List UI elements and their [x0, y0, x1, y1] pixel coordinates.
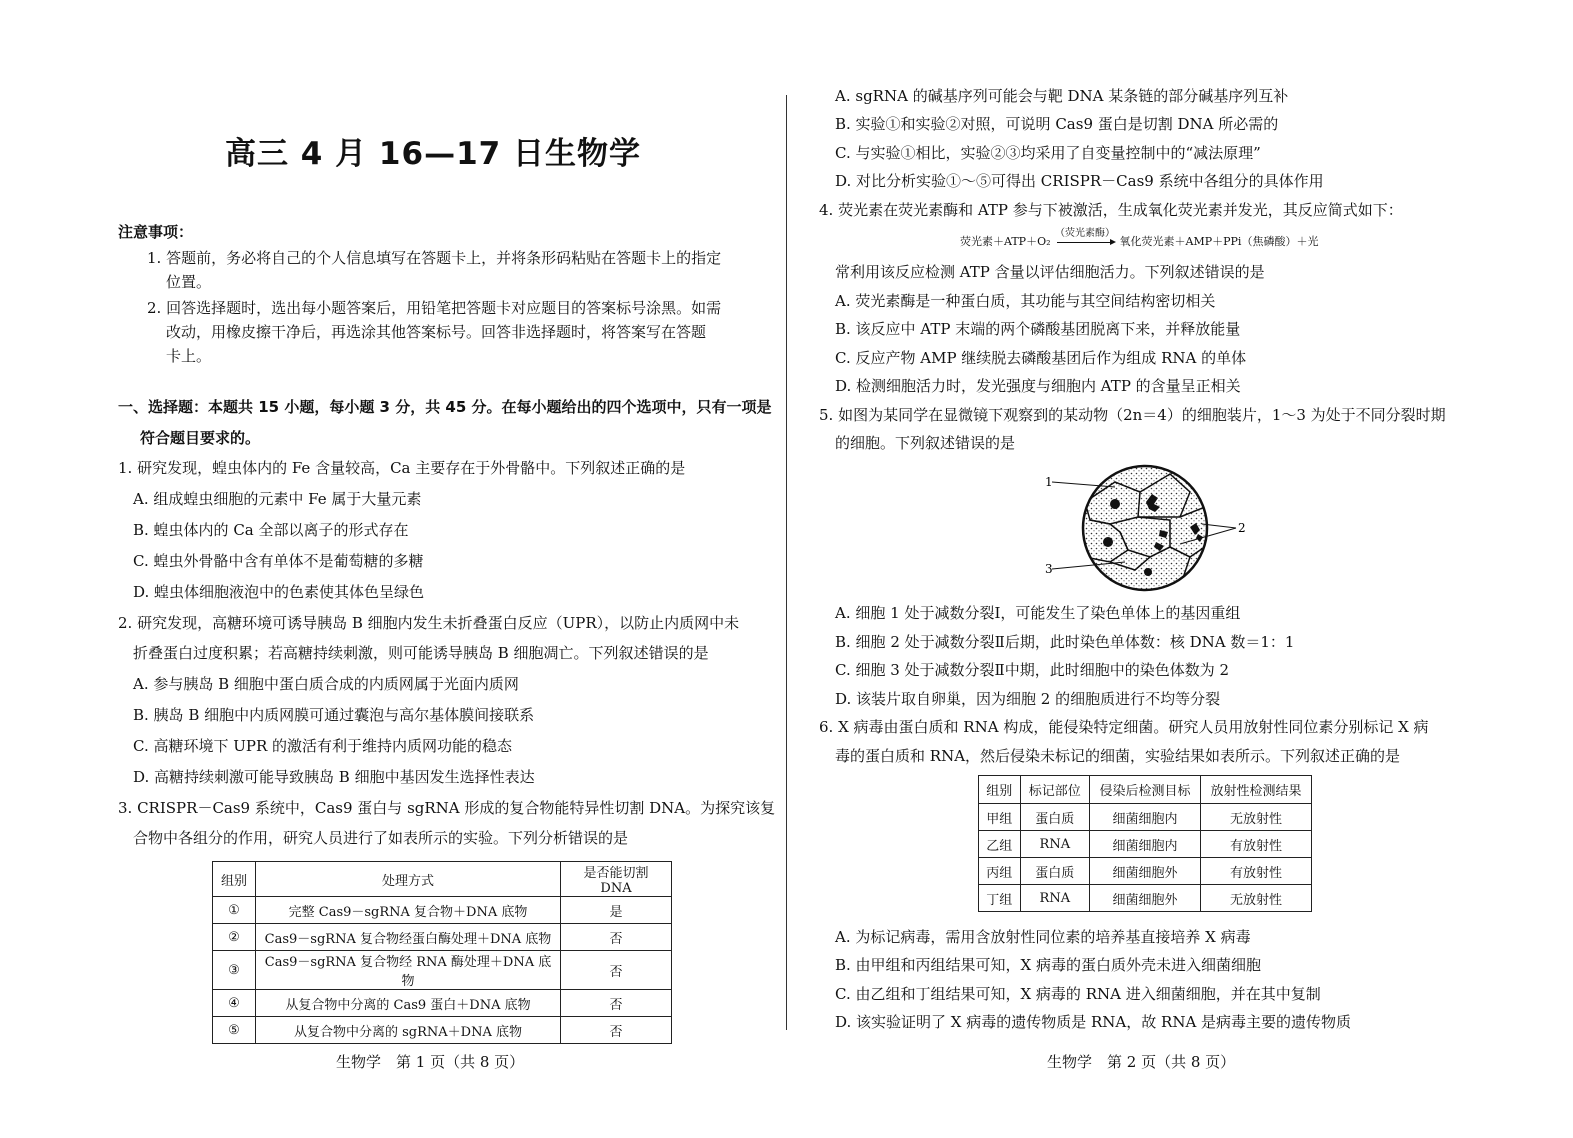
- table-cell: 是: [561, 897, 672, 924]
- table-cell: 有放射性: [1200, 831, 1311, 858]
- table-row: [979, 804, 1312, 831]
- cell-nucleus: [1110, 499, 1120, 509]
- q2-option-c: C. 高糖环境下 UPR 的激活有利于维持内质网功能的稳态: [133, 737, 513, 755]
- q1-option-b: B. 蝗虫体内的 Ca 全部以离子的形式存在: [133, 521, 409, 539]
- q3-stem-cont: 合物中各组分的作用，研究人员进行了如表所示的实验。下列分析错误的是: [133, 829, 629, 847]
- page-footer-left: 生物学 第 1 页（共 8 页）: [336, 1053, 525, 1071]
- figure-label-2: 2: [1238, 521, 1246, 535]
- q6-table: [978, 775, 1312, 912]
- q2-option-d: D. 高糖持续刺激可能导致胰岛 B 细胞中基因发生选择性表达: [133, 768, 535, 786]
- q5-stem-cont: 的细胞。下列叙述错误的是: [835, 434, 1016, 452]
- table-cell: 否: [561, 1017, 672, 1044]
- section-heading: 一、选择题：本题共 15 小题，每小题 3 分，共 45 分。在每小题给出的四个选项中，只有一项是: [118, 398, 772, 416]
- q1-option-c: C. 蝗虫外骨骼中含有单体不是葡萄糖的多糖: [133, 552, 424, 570]
- q3-option-b: B. 实验①和实验②对照，可说明 Cas9 蛋白是切割 DNA 所必需的: [835, 115, 1279, 133]
- equation-enzyme: （荧光素酶）: [1055, 228, 1116, 239]
- q3-stem: 3. CRISPR－Cas9 系统中，Cas9 蛋白与 sgRNA 形成的复合物能特异性切割 DNA。为探究该复: [118, 799, 776, 817]
- notice-line: 2. 回答选择题时，选出每小题答案后，用铅笔把答题卡对应题目的答案标号涂黑。如需: [147, 299, 722, 317]
- cell-micrograph: [1040, 462, 1250, 598]
- q4-option-a: A. 荧光素酶是一种蛋白质，其功能与其空间结构密切相关: [835, 292, 1216, 310]
- section-heading-cont: 符合题目要求的。: [140, 429, 261, 447]
- reaction-arrow-icon: [1054, 228, 1116, 248]
- q6-stem: 6. X 病毒由蛋白质和 RNA 构成，能侵染特定细菌。研究人员用放射性同位素分别标记 X 病: [819, 718, 1429, 736]
- q4-option-b: B. 该反应中 ATP 末端的两个磷酸基团脱离下来，并释放能量: [835, 320, 1241, 338]
- q5-stem: 5. 如图为某同学在显微镜下观察到的某动物（2n＝4）的细胞装片，1～3 为处于不同分裂时期: [819, 406, 1446, 424]
- table-row: [979, 858, 1312, 885]
- table-cell: 丙组: [979, 858, 1021, 885]
- page-footer-right: 生物学 第 2 页（共 8 页）: [1047, 1053, 1236, 1071]
- q2-stem: 2. 研究发现，高糖环境可诱导胰岛 B 细胞内发生未折叠蛋白反应（UPR），以防止内质网中未: [118, 614, 740, 632]
- reaction-equation: [960, 228, 1319, 249]
- table-cell: 细菌细胞外: [1090, 858, 1201, 885]
- notice-line: 卡上。: [166, 347, 212, 365]
- q1-option-a: A. 组成蝗虫细胞的元素中 Fe 属于大量元素: [133, 490, 422, 508]
- q6-option-c: C. 由乙组和丁组结果可知，X 病毒的 RNA 进入细菌细胞，并在其中复制: [835, 985, 1321, 1003]
- column-divider: [786, 95, 787, 1030]
- table-header: 处理方式: [256, 862, 561, 897]
- table-cell: 否: [561, 924, 672, 951]
- q6-stem-cont: 毒的蛋白质和 RNA，然后侵染未标记的细菌，实验结果如表所示。下列叙述正确的是: [835, 747, 1401, 765]
- table-cell: 细菌细胞外: [1090, 885, 1201, 912]
- q5-option-c: C. 细胞 3 处于减数分裂Ⅱ中期，此时细胞中的染色体数为 2: [835, 661, 1230, 679]
- table-cell: 完整 Cas9－sgRNA 复合物＋DNA 底物: [256, 897, 561, 924]
- table-cell: ⑤: [213, 1017, 256, 1044]
- table-row: [979, 885, 1312, 912]
- table-header: 侵染后检测目标: [1090, 776, 1201, 804]
- notice-line: 改动，用橡皮擦干净后，再选涂其他答案标号。回答非选择题时，将答案写在答题: [166, 323, 707, 341]
- table-row: [213, 990, 672, 1017]
- table-row: [213, 924, 672, 951]
- table-row: [213, 951, 672, 990]
- table-cell: 从复合物中分离的 sgRNA＋DNA 底物: [256, 1017, 561, 1044]
- q2-option-b: B. 胰岛 B 细胞中内质网膜可通过囊泡与高尔基体膜间接联系: [133, 706, 535, 724]
- notice-line: 1. 答题前，务必将自己的个人信息填写在答题卡上，并将条形码粘贴在答题卡上的指定: [147, 249, 722, 267]
- q1-stem: 1. 研究发现，蝗虫体内的 Fe 含量较高，Ca 主要存在于外骨骼中。下列叙述正确的是: [118, 459, 686, 477]
- q3-option-a: A. sgRNA 的碱基序列可能会与靶 DNA 某条链的部分碱基序列互补: [835, 87, 1289, 105]
- equation-products: 氧化荧光素＋AMP＋PPi（焦磷酸）＋光: [1119, 235, 1319, 248]
- table-cell: 无放射性: [1200, 885, 1311, 912]
- table-cell: 丁组: [979, 885, 1021, 912]
- q1-option-d: D. 蝗虫体细胞液泡中的色素使其体色呈绿色: [133, 583, 425, 601]
- table-cell: Cas9－sgRNA 复合物经蛋白酶处理＋DNA 底物: [256, 924, 561, 951]
- q3-option-d: D. 对比分析实验①～⑤可得出 CRISPR－Cas9 系统中各组分的具体作用: [835, 172, 1324, 190]
- q5-option-a: A. 细胞 1 处于减数分裂Ⅰ，可能发生了染色单体上的基因重组: [835, 604, 1241, 622]
- table-cell: 细菌细胞内: [1090, 804, 1201, 831]
- table-cell: 有放射性: [1200, 858, 1311, 885]
- q2-stem-cont: 折叠蛋白过度积累；若高糖持续刺激，则可能诱导胰岛 B 细胞凋亡。下列叙述错误的是: [133, 644, 709, 662]
- q3-table: [212, 861, 672, 1044]
- q5-option-d: D. 该装片取自卵巢，因为细胞 2 的细胞质进行不均等分裂: [835, 690, 1221, 708]
- table-header: 组别: [979, 776, 1021, 804]
- q4-stem-cont: 常利用该反应检测 ATP 含量以评估细胞活力。下列叙述错误的是: [835, 263, 1265, 281]
- table-cell: ①: [213, 897, 256, 924]
- table-header: 标记部位: [1020, 776, 1089, 804]
- cell-nucleus: [1144, 568, 1152, 576]
- q5-option-b: B. 细胞 2 处于减数分裂Ⅱ后期，此时染色单体数：核 DNA 数＝1：1: [835, 633, 1295, 651]
- table-header: 放射性检测结果: [1200, 776, 1311, 804]
- figure-label-3: 3: [1045, 562, 1053, 576]
- table-cell: RNA: [1020, 831, 1089, 858]
- table-cell: ②: [213, 924, 256, 951]
- table-cell: 乙组: [979, 831, 1021, 858]
- q4-stem: 4. 荧光素在荧光素酶和 ATP 参与下被激活，生成氧化荧光素并发光，其反应简式如下：: [819, 201, 1403, 219]
- table-cell: ③: [213, 951, 256, 990]
- q2-option-a: A. 参与胰岛 B 细胞中蛋白质合成的内质网属于光面内质网: [133, 675, 519, 693]
- notice-heading: 注意事项：: [118, 223, 194, 241]
- table-row: [213, 1017, 672, 1044]
- q6-option-a: A. 为标记病毒，需用含放射性同位素的培养基直接培养 X 病毒: [835, 928, 1251, 946]
- table-cell: 从复合物中分离的 Cas9 蛋白＋DNA 底物: [256, 990, 561, 1017]
- equation-reactants: 荧光素＋ATP＋O₂: [960, 235, 1051, 248]
- q3-option-c: C. 与实验①相比，实验②③均采用了自变量控制中的“减法原理”: [835, 144, 1261, 162]
- table-cell: Cas9－sgRNA 复合物经 RNA 酶处理＋DNA 底物: [256, 951, 561, 990]
- table-cell: 否: [561, 990, 672, 1017]
- table-row: [979, 831, 1312, 858]
- table-cell: 细菌细胞内: [1090, 831, 1201, 858]
- figure-label-1: 1: [1045, 475, 1053, 489]
- table-cell: 否: [561, 951, 672, 990]
- cell-nucleus: [1103, 537, 1113, 547]
- table-cell: 蛋白质: [1020, 858, 1089, 885]
- q6-option-d: D. 该实验证明了 X 病毒的遗传物质是 RNA，故 RNA 是病毒主要的遗传物质: [835, 1013, 1352, 1031]
- q4-option-c: C. 反应产物 AMP 继续脱去磷酸基团后作为组成 RNA 的单体: [835, 349, 1247, 367]
- table-cell: 无放射性: [1200, 804, 1311, 831]
- page-title: 高三 4 月 16—17 日生物学: [224, 136, 642, 172]
- table-cell: ④: [213, 990, 256, 1017]
- notice-line: 位置。: [166, 273, 212, 291]
- table-row: [213, 897, 672, 924]
- table-cell: 蛋白质: [1020, 804, 1089, 831]
- table-cell: RNA: [1020, 885, 1089, 912]
- table-header: 组别: [213, 862, 256, 897]
- table-header: 是否能切割 DNA: [561, 862, 672, 897]
- q6-option-b: B. 由甲组和丙组结果可知，X 病毒的蛋白质外壳未进入细菌细胞: [835, 956, 1262, 974]
- q4-option-d: D. 检测细胞活力时，发光强度与细胞内 ATP 的含量呈正相关: [835, 377, 1241, 395]
- table-cell: 甲组: [979, 804, 1021, 831]
